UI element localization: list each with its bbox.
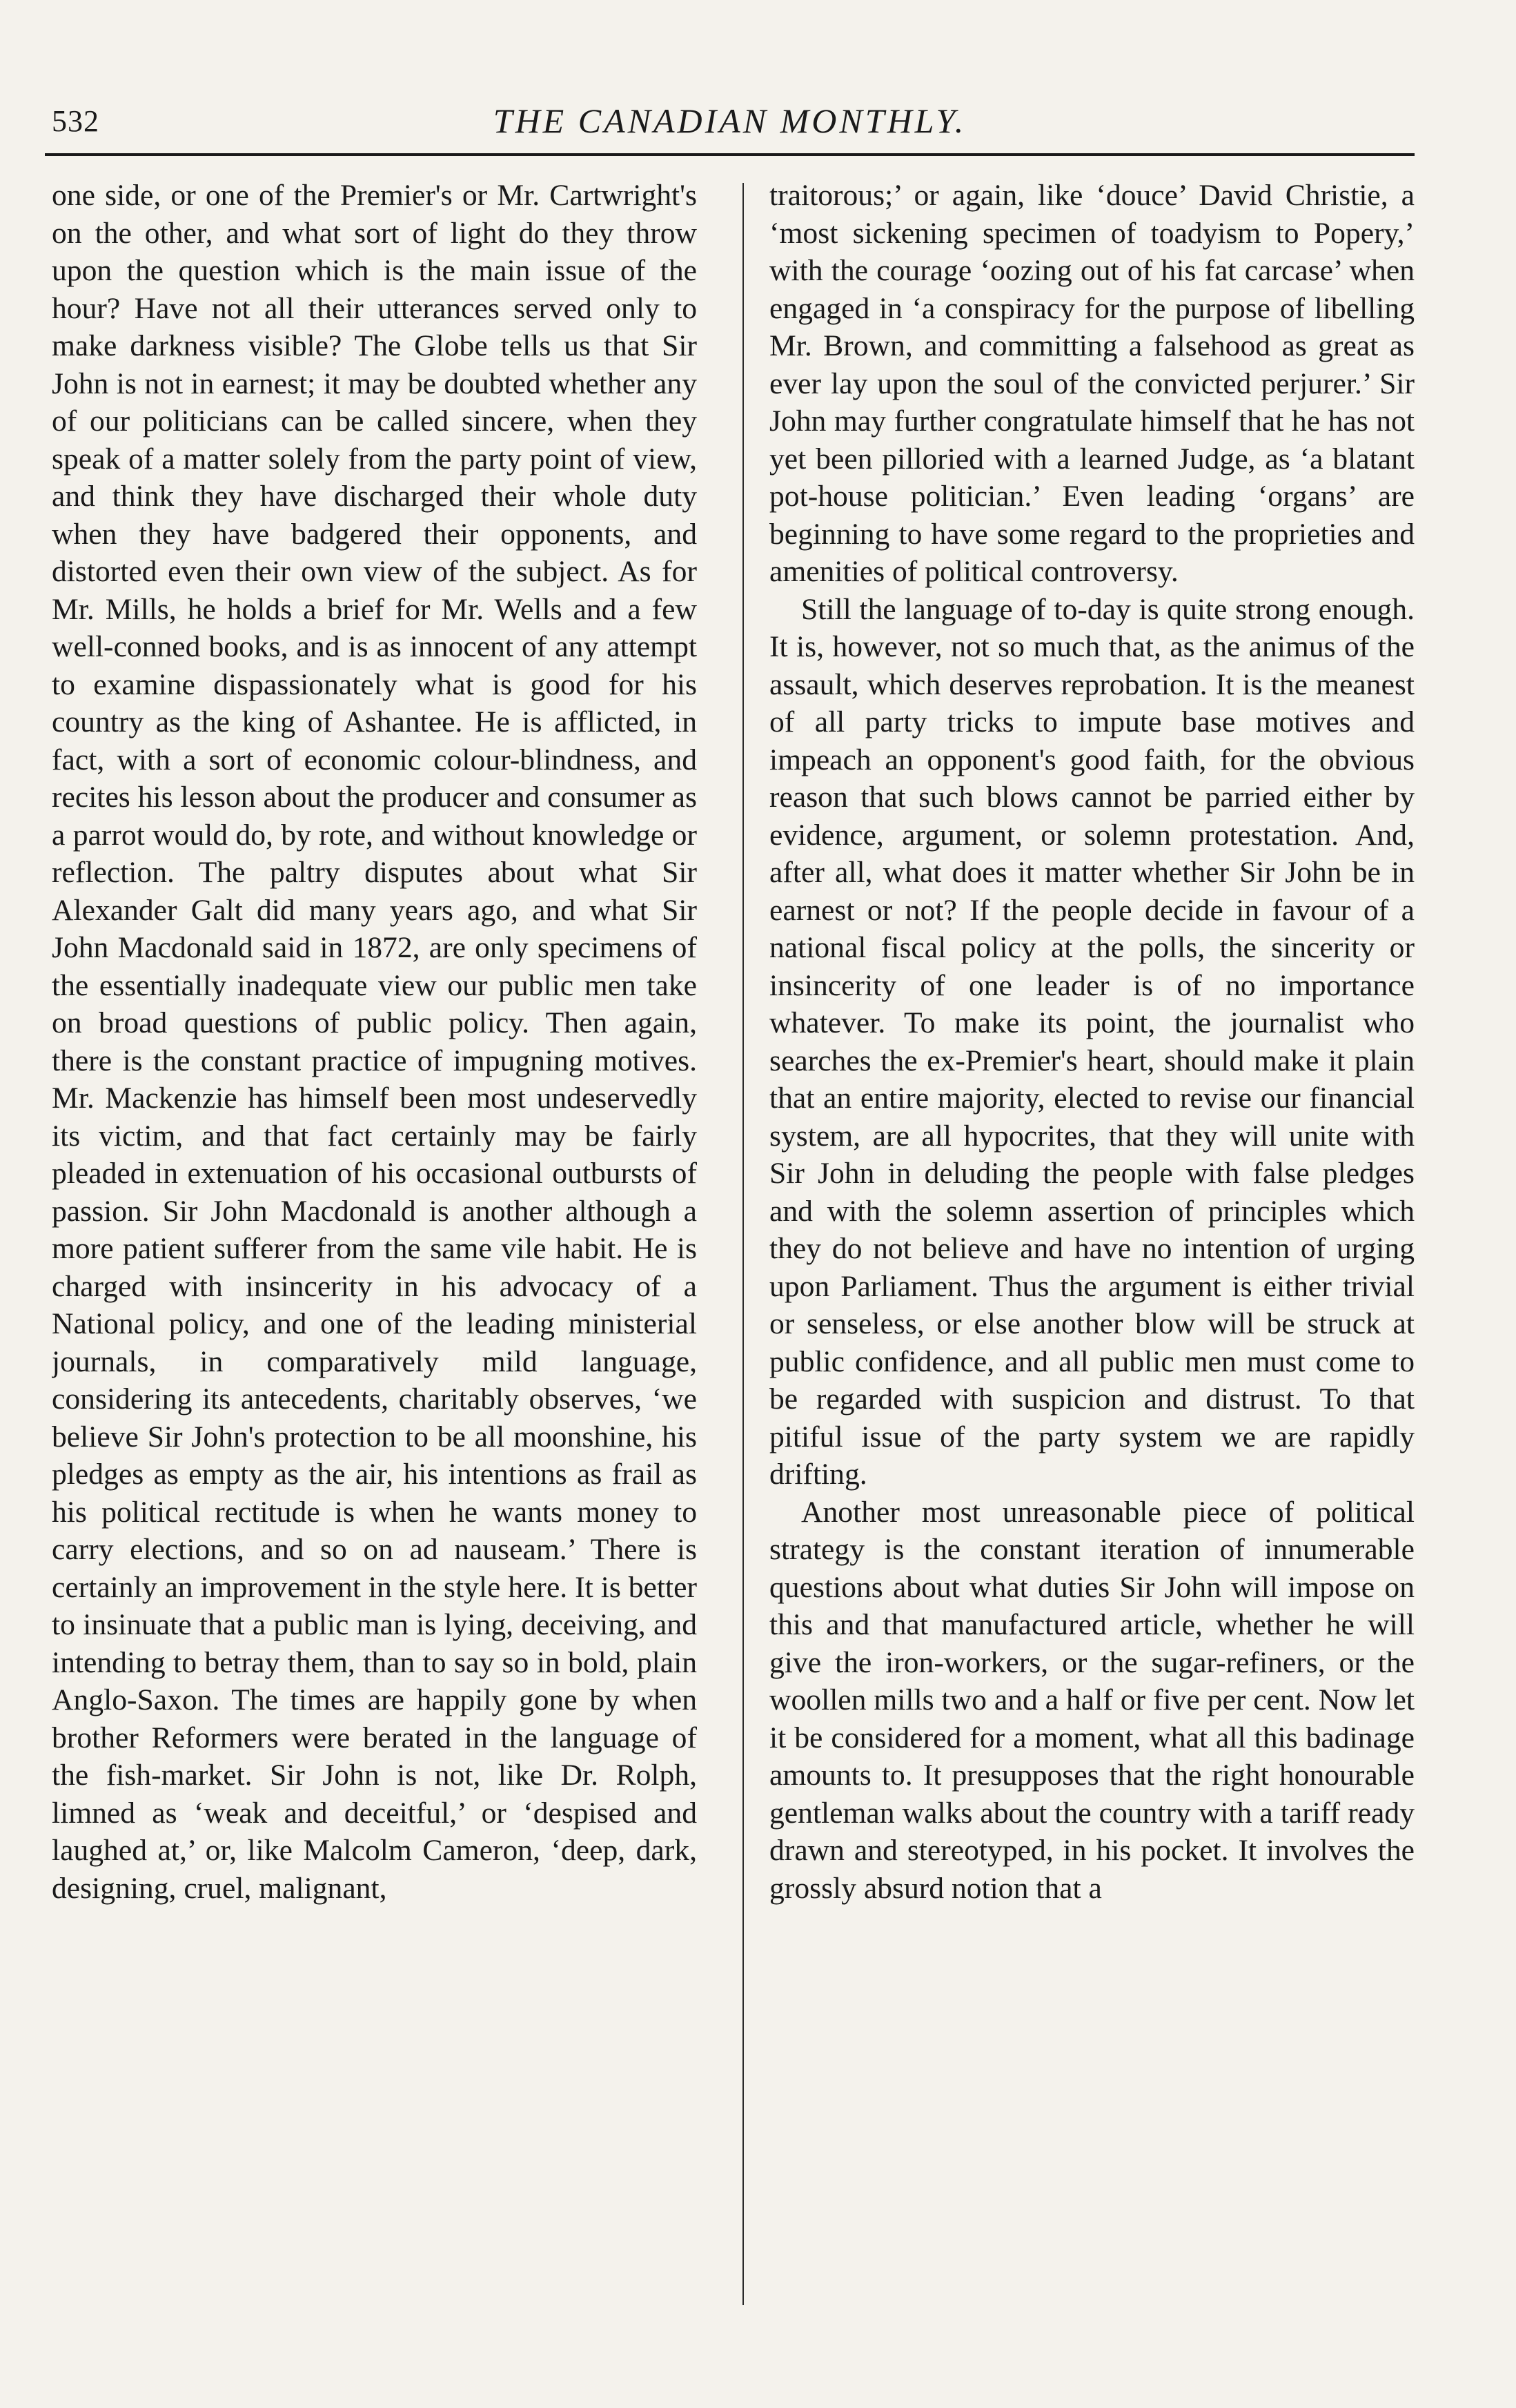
- right-column: [769, 177, 1415, 2302]
- running-head: THE CANADIAN MONTHLY.: [493, 101, 967, 140]
- column-divider: [742, 183, 744, 2305]
- right-paragraph-3: Another most unreasonable piece of political strategy is the constant iteration of innumerable questions about what duties Sir John will impose on this and that manufactured article, whether he will give the iron-workers, or the sugar-refiners, or the woollen mills two and a half or five per cent. Now let it be considered for a moment, what all this badinage amounts to. It presupposes that the right honourable gentleman walks about the country with a tariff ready drawn and stereotyped, in his pocket. It involves the grossly absurd notion that a: [769, 1495, 1415, 1905]
- right-paragraph-1: traitorous;’ or again, like ‘douce’ David Christie, a ‘most sickening specimen of toadyism to Popery,’ with the courage ‘oozing out of his fat carcase’ when engaged in ‘a conspiracy for the purpose of libelling Mr. Brown, and committing a falsehood as great as ever lay upon the soul of the convicted perjurer.’ Sir John may further congratulate himself that he has not yet been pilloried with a learned Judge, as ‘a blatant pot-house politician.’ Even leading ‘organs’ are beginning to have some regard to the proprieties and amenities of political controversy.: [769, 179, 1415, 588]
- header-rule: [45, 153, 1415, 156]
- left-column: [52, 177, 697, 2302]
- left-paragraph-1: one side, or one of the Premier's or Mr. Cartwright's on the other, and what sort of light do they throw upon the question which is the main issue of the hour? Have not all their utterances served only to make darkness visible? The Globe tells us that Sir John is not in earnest; it may be doubted whether any of our politicians can be called sincere, when they speak of a matter solely from the party point of view, and think they have discharged their whole duty when they have badgered their opponents, and distorted even their own view of the subject. As for Mr. Mills, he holds a brief for Mr. Wells and a few well-conned books, and is as innocent of any attempt to examine dispassionately what is good for his country as the king of Ashantee. He is afflicted, in fact, with a sort of economic colour-blindness, and recites his lesson about the producer and consumer as a parrot would do, by rote, and without knowledge or reflection. The paltry disputes about what Sir Alexander Galt did many years ago, and what Sir John Macdonald said in 1872, are only specimens of the essentially inadequate view our public men take on broad questions of public policy. Then again, there is the constant practice of impugning motives. Mr. Mackenzie has himself been most undeservedly its victim, and that fact certainly may be fairly pleaded in extenuation of his occasional outbursts of passion. Sir John Macdonald is another although a more patient sufferer from the same vile habit. He is charged with insincerity in his advocacy of a National policy, and one of the leading ministerial journals, in comparatively mild language, considering its antecedents, charitably observes, ‘we believe Sir John's protection to be all moonshine, his pledges as empty as the air, his intentions as frail as his political rectitude is when he wants money to carry elections, and so on ad nauseam.’ There is certainly an improvement in the style here. It is better to insinuate that a public man is lying, deceiving, and intending to betray them, than to say so in bold, plain Anglo-Saxon. The times are happily gone by when brother Reformers were berated in the language of the fish-market. Sir John is not, like Dr. Rolph, limned as ‘weak and deceitful,’ or ‘despised and laughed at,’ or, like Malcolm Cameron, ‘deep, dark, designing, cruel, malignant,: [52, 179, 697, 1905]
- page-header: [45, 90, 1415, 152]
- right-paragraph-2: Still the language of to-day is quite strong enough. It is, however, not so much that, as the animus of the assault, which deserves reprobation. It is the meanest of all party tricks to impute base motives and impeach an opponent's good faith, for the obvious reason that such blows cannot be parried either by evidence, argument, or solemn protestation. And, after all, what does it matter whether Sir John be in earnest or not? If the people decide in favour of a national fiscal policy at the polls, the sincerity or insincerity of one leader is of no importance whatever. To make its point, the journalist who searches the ex-Premier's heart, should make it plain that an entire majority, elected to revise our financial system, are all hypocrites, that they will unite with Sir John in deluding the people with false pledges and with the solemn assertion of principles which they do not believe and have no intention of urging upon Parliament. Thus the argument is either trivial or senseless, or else another blow will be struck at public confidence, and all public men must come to be regarded with suspicion and distrust. To that pitiful issue of the party system we are rapidly drifting.: [769, 592, 1415, 1491]
- page-number: 532: [52, 104, 99, 138]
